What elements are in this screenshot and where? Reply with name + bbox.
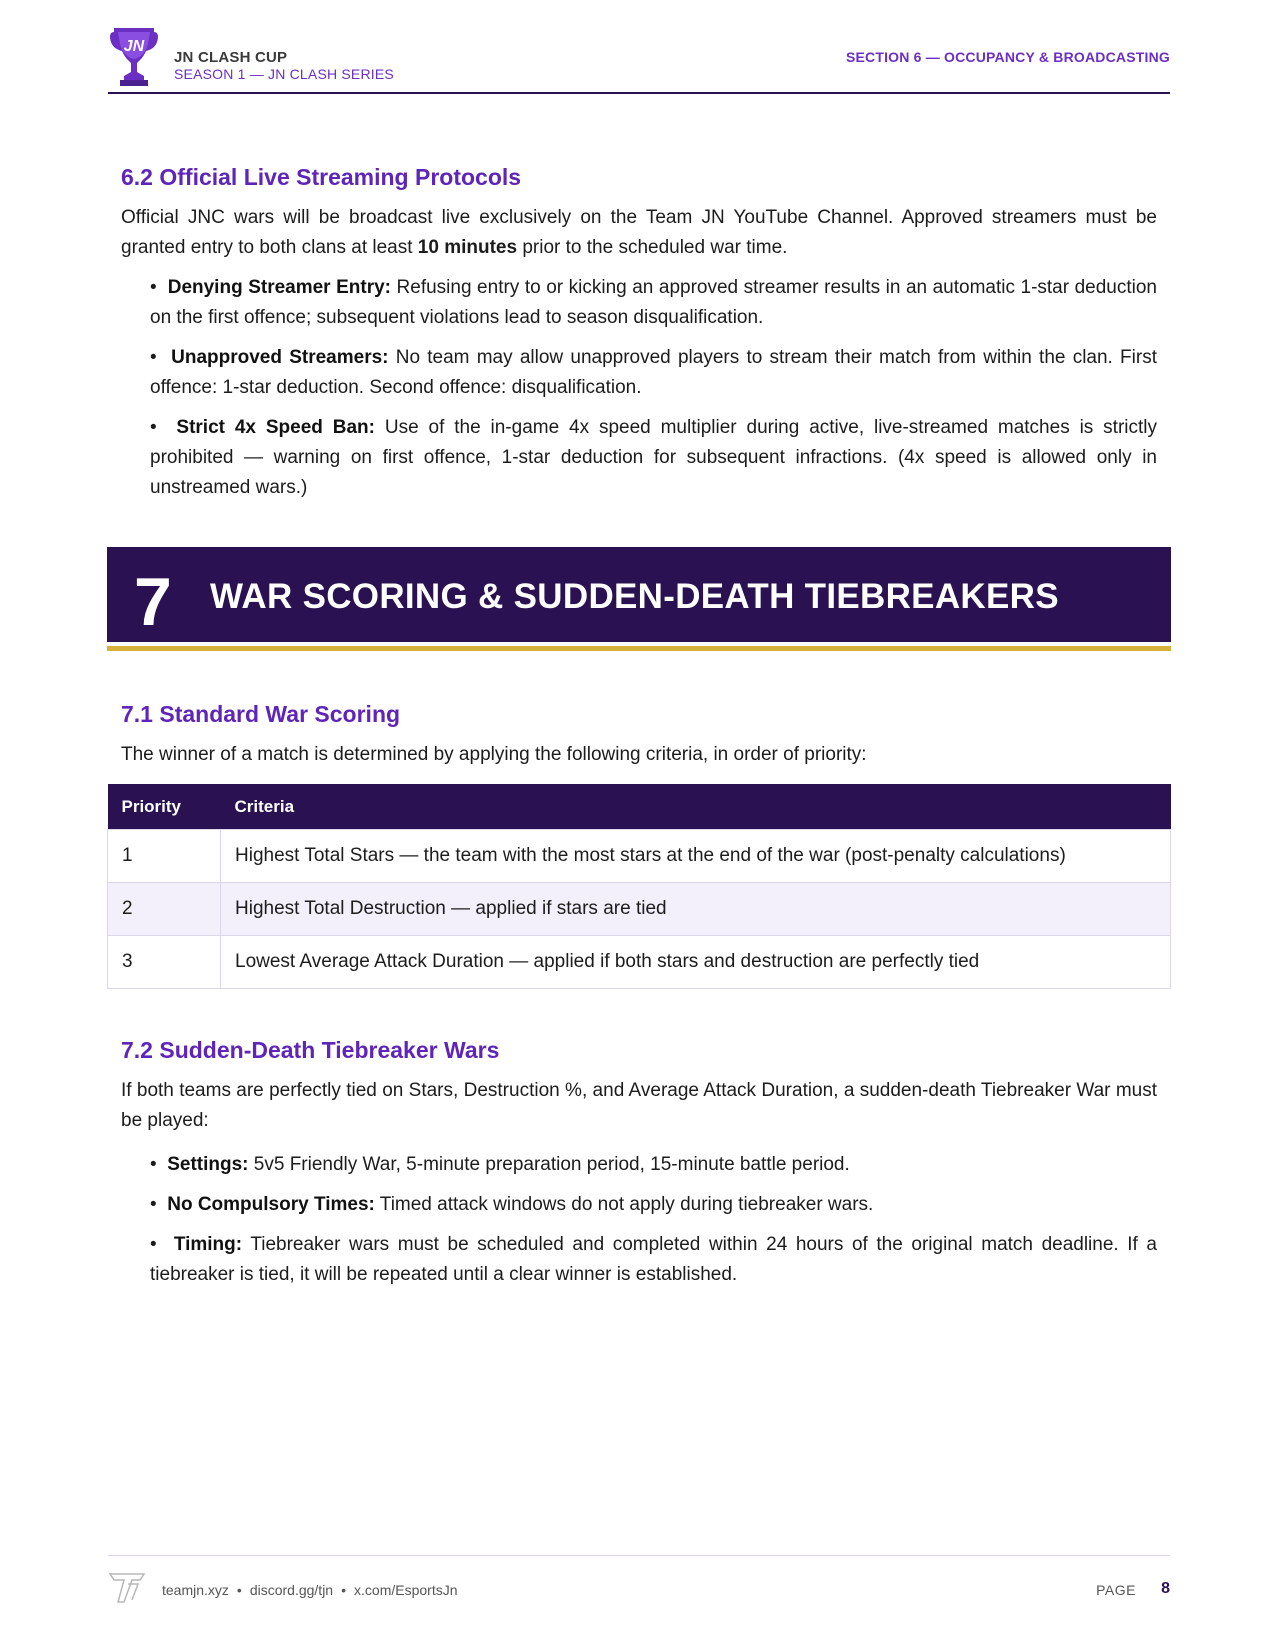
section-number: 7 [134, 564, 172, 640]
footer-link-website[interactable]: teamjn.xyz [162, 1582, 229, 1598]
footer-separator: • [236, 1582, 242, 1598]
scoring-intro-paragraph: The winner of a match is determined by applying the following criteria, in order of priority: [121, 744, 867, 765]
intro-text: Official JNC wars will be broadcast live exclusively on the Team JN YouTube Channel. Approved streamers must be granted entry to both clans at least [121, 207, 1157, 258]
section-heading-7-1: 7.1 Standard War Scoring [121, 701, 401, 727]
section-heading-7-2: 7.2 Sudden-Death Tiebreaker Wars [121, 1037, 500, 1063]
list-item: • Timing: Tiebreaker wars must be scheduled and completed within 24 hours of the original match deadline. If a tiebreaker is tied, it will be repeated until a clear winner is established. [150, 1234, 1157, 1285]
intro-bold-text: 10 minutes [417, 237, 518, 258]
criteria-cell: Lowest Average Attack Duration — applied if both stars and destruction are perfectly tied [221, 936, 1171, 989]
priority-cell: 3 [108, 936, 221, 989]
bullet-text: Refusing entry to or kicking an approved streamer results in an automatic 1-star deduction on the first offence; subsequent violations lead to season disqualification. [150, 277, 1157, 328]
page-number: 8 [1161, 1580, 1170, 1597]
priority-cell: 2 [108, 883, 221, 936]
footer-separator: • [341, 1582, 347, 1598]
bullet-label: Unapproved Streamers: [171, 347, 389, 368]
list-item: • Settings: 5v5 Friendly War, 5-minute preparation period, 15-minute battle period. [150, 1154, 850, 1175]
bullet-label: Timing: [173, 1234, 243, 1255]
page-footer [108, 1555, 1170, 1616]
page-label: PAGE [1096, 1582, 1136, 1598]
table-row [108, 883, 1171, 936]
bullet-text: Timed attack windows do not apply during tiebreaker wars. [374, 1194, 874, 1215]
section-7-banner [107, 547, 1171, 642]
priority-cell: 1 [108, 830, 221, 883]
intro-text-end: prior to the scheduled war time. [517, 237, 788, 258]
banner-gold-rule [107, 646, 1171, 651]
trophy-logo-icon [108, 22, 160, 88]
criteria-cell: Highest Total Stars — the team with the most stars at the end of the war (post-penalty calculations) [221, 830, 1171, 883]
bullet-label: Settings: [167, 1154, 249, 1175]
bullet-label: No Compulsory Times: [167, 1194, 375, 1215]
table-header-row [108, 784, 1171, 830]
brand-title: JN CLASH CUP [174, 49, 288, 66]
bullet-label: Denying Streamer Entry: [167, 277, 392, 298]
footer-link-x[interactable]: x.com/EsportsJn [354, 1582, 458, 1598]
criteria-cell: Highest Total Destruction — applied if stars are tied [221, 883, 1171, 936]
table-row [108, 830, 1171, 883]
list-item: • Denying Streamer Entry: Refusing entry to or kicking an approved streamer results in an automatic 1-star deduction on the first offence; subsequent violations lead to season disqualification. [150, 277, 1157, 328]
bullet-text: Use of the in-game 4x speed multiplier during active, live-streamed matches is strictly prohibited — warning on first offence, 1-star deduction for subsequent infractions. (4x speed is allowed only in unstreamed wars.) [150, 417, 1157, 498]
section-title: WAR SCORING & SUDDEN-DEATH TIEBREAKERS [210, 577, 1059, 616]
scoring-criteria-table [107, 784, 1171, 989]
column-header-criteria: Criteria [221, 784, 1171, 830]
bullet-text: Tiebreaker wars must be scheduled and completed within 24 hours of the original match deadline. If a tiebreaker is tied, it will be repeated until a clear winner is established. [150, 1234, 1157, 1285]
footer-link-discord[interactable]: discord.gg/tjn [249, 1582, 334, 1598]
streaming-intro-paragraph [121, 203, 1157, 263]
footer-links [162, 1582, 458, 1598]
svg-text:JN: JN [123, 38, 145, 55]
page-header [108, 22, 1170, 94]
brand-subtitle: SEASON 1 — JN CLASH SERIES [174, 66, 394, 82]
list-item: • Unapproved Streamers: No team may allow unapproved players to stream their match from within the clan. First offence: 1-star deduction. Second offence: disqualification. [150, 347, 1157, 398]
section-reference: SECTION 6 — OCCUPANCY & BROADCASTING [845, 49, 1170, 65]
tiebreaker-intro-paragraph: If both teams are perfectly tied on Stars, Destruction %, and Average Attack Duration, a sudden-death Tiebreaker War must be played: [121, 1080, 1157, 1131]
bullet-text: No team may allow unapproved players to stream their match from within the clan. First offence: 1-star deduction. Second offence: disqualification. [150, 347, 1157, 398]
list-item: • Strict 4x Speed Ban: Use of the in-game 4x speed multiplier during active, live-streamed matches is strictly prohibited — warning on first offence, 1-star deduction for subsequent infractions. (4x speed is allowed only in unstreamed wars.) [150, 417, 1157, 498]
bullet-text: 5v5 Friendly War, 5-minute preparation period, 15-minute battle period. [248, 1154, 850, 1175]
section-heading-6-2: 6.2 Official Live Streaming Protocols [121, 164, 522, 190]
bullet-label: Strict 4x Speed Ban: [176, 417, 375, 438]
list-item: • No Compulsory Times: Timed attack windows do not apply during tiebreaker wars. [150, 1194, 874, 1215]
team-jn-logo-icon [108, 1570, 146, 1606]
table-row [108, 936, 1171, 989]
column-header-priority: Priority [108, 784, 221, 830]
